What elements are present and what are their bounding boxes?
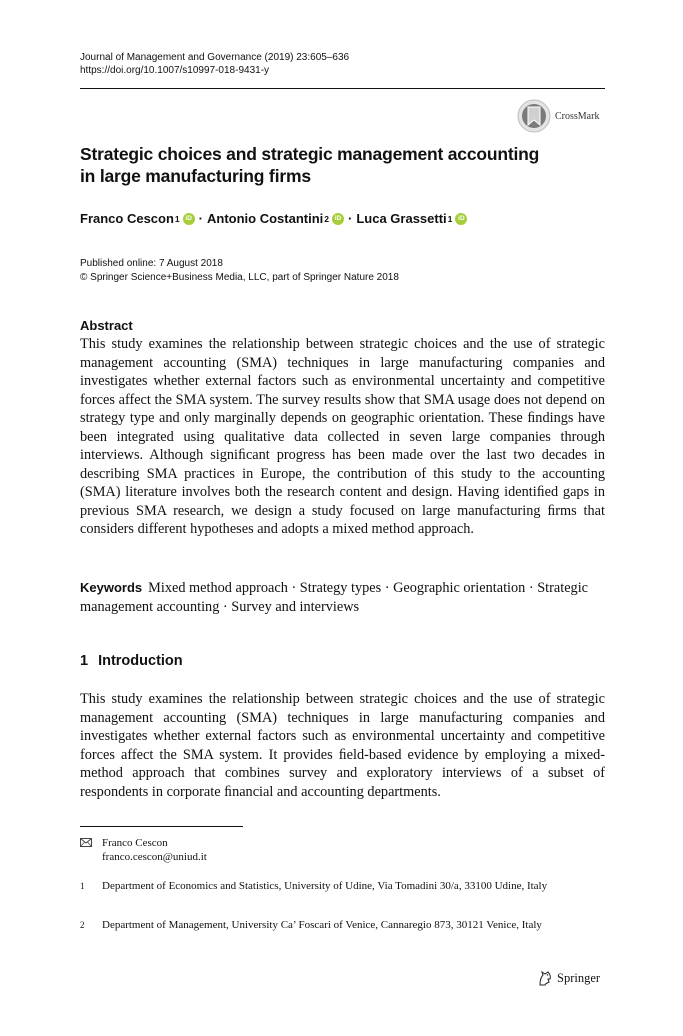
journal-header: [80, 51, 349, 77]
affiliation-text: Department of Economics and Statistics, University of Udine, Via Tomadini 30/a, 33100 Udine, Italy: [102, 880, 548, 892]
abstract-text: This study examines the relationship between strategic choices and the use of strategic management accounting (SMA) techniques in large manufacturing companies and investigates whether external factors such as environmental uncertainty and competitive forces affect the SMA system. The survey results show that SMA usage does not depend on strategy type and only marginally depends on geographic orientation. These ﬁndings have been integrated using qualitative data collected in seven large companies through interviews. Although signiﬁcant progress has been made over the last two decades in describing SMA practices in Europe, the contribution of this study to the accounting (SMA) literature involves both the research content and design. Having identiﬁed gaps in previous SMA research, we design a study focused on large manufacturing ﬁrms that considers different hypotheses and adopts a mixed method approach.: [80, 336, 605, 537]
footnote-marker: 2: [80, 920, 85, 930]
header-rule: [80, 88, 605, 89]
affiliation-footnote: [80, 879, 605, 893]
keywords: [80, 579, 605, 616]
crossmark-label: CrossMark: [555, 110, 600, 122]
journal-citation: Journal of Management and Governance (2019) 23:605–636: [80, 52, 350, 63]
crossmark-badge[interactable]: [517, 99, 599, 133]
title-line-2: in large manufacturing ﬁrms: [80, 166, 311, 186]
envelope-icon: [80, 838, 92, 847]
contact-name: Franco Cescon: [102, 837, 168, 849]
orcid-icon[interactable]: iD: [183, 213, 195, 225]
publisher-name: Springer: [557, 970, 601, 985]
crossmark-icon: [517, 99, 551, 133]
author-separator: ·: [198, 211, 203, 226]
introduction-paragraph: This study examines the relationship between strategic choices and the use of strategic management accounting (SMA) techniques in large manufacturing companies and investigates whether external factors such as environmental uncertainty and competitive forces affect the SMA system. It provides ﬁeld-based evidence by employing a mixed-method approach that combines survey and exploratory interviews of a subset of respondents in corporate ﬁnancial and accounting departments.: [80, 691, 605, 800]
footnote-marker: 1: [80, 881, 85, 891]
article-title: [80, 143, 580, 187]
corresponding-author: [80, 836, 605, 864]
author-name[interactable]: Luca Grassetti: [356, 211, 447, 226]
author-name[interactable]: Antonio Costantini: [207, 211, 324, 226]
title-line-1: Strategic choices and strategic management accounting: [80, 144, 540, 164]
doi-link[interactable]: https://doi.org/10.1007/s10997-018-9431-y: [80, 65, 270, 76]
orcid-icon[interactable]: iD: [332, 213, 344, 225]
section-number: 1: [80, 653, 89, 669]
contact-email[interactable]: franco.cescon@uniud.it: [102, 851, 207, 863]
section-title: Introduction: [98, 653, 183, 669]
author-affiliation-ref: 1: [447, 213, 453, 224]
springer-logo: [537, 970, 600, 986]
keywords-label: Keywords: [80, 580, 143, 595]
published-online: Published online: 7 August 2018: [80, 258, 223, 269]
copyright-notice: © Springer Science+Business Media, LLC, part of Springer Nature 2018: [80, 271, 399, 283]
affiliation-footnote: [80, 918, 605, 932]
author-affiliation-ref: 2: [324, 213, 329, 224]
section-heading: [80, 653, 183, 669]
publication-info: [80, 257, 399, 284]
footnote-rule: [80, 826, 243, 827]
author-list: [80, 211, 469, 226]
abstract-heading: Abstract: [80, 318, 133, 333]
orcid-icon[interactable]: iD: [455, 213, 467, 225]
author-separator: ·: [348, 211, 353, 226]
author-affiliation-ref: 1: [174, 213, 180, 224]
affiliation-text: Department of Management, University Ca’ Foscari of Venice, Cannaregio 873, 30121 Venice, Italy: [102, 919, 542, 931]
author-name[interactable]: Franco Cescon: [80, 211, 174, 226]
keywords-text: Mixed method approach · Strategy types · Geographic orientation · Strategic management accounting · Survey and interviews: [80, 580, 589, 615]
springer-horse-icon: [537, 970, 553, 986]
